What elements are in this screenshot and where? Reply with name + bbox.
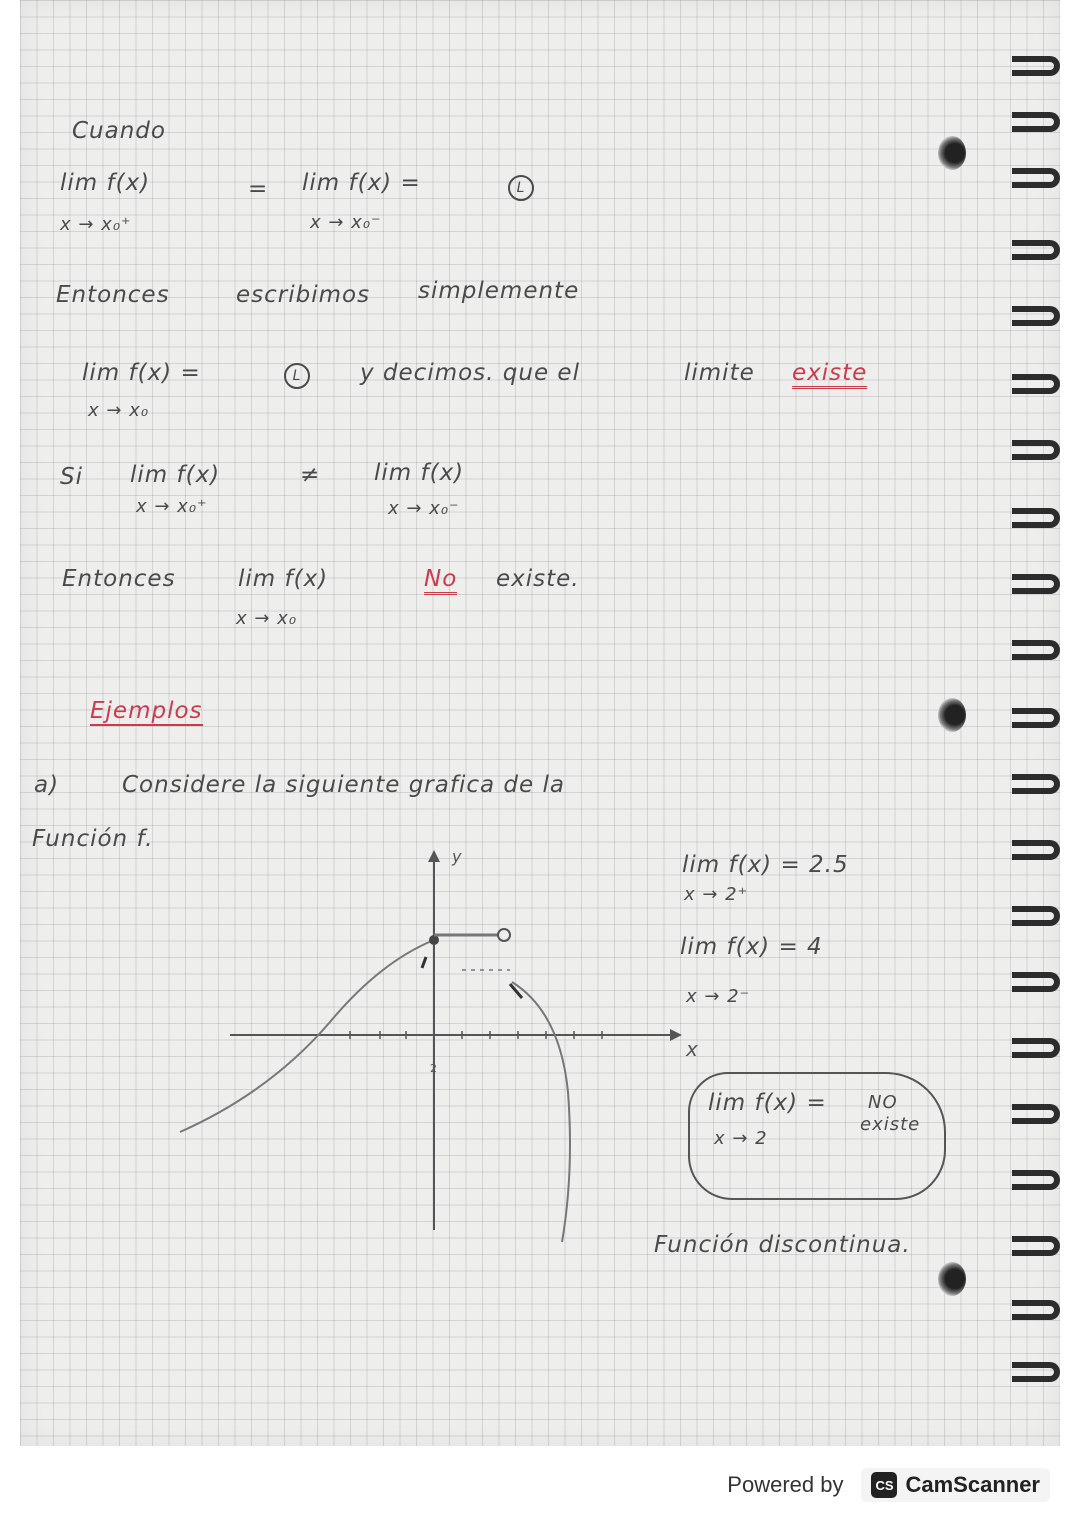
escribimos-word: escribimos xyxy=(236,282,371,308)
lim-left-expr: lim f(x) = xyxy=(302,170,421,196)
scanner-footer xyxy=(727,1468,1050,1502)
camscanner-brand: CamScanner xyxy=(905,1472,1040,1497)
lim-left-subscript-3: x → x₀⁻ xyxy=(388,498,460,519)
arrow-mark-left xyxy=(422,957,426,968)
spiral-coil-icon xyxy=(1012,906,1060,926)
lim-expr-4: lim f(x) xyxy=(238,566,329,592)
entonces-word-1: Entonces xyxy=(56,282,170,308)
spiral-coil-icon xyxy=(1012,708,1060,728)
ejemplos-heading: Ejemplos xyxy=(90,698,203,724)
spiral-coil-icon xyxy=(1012,1104,1060,1124)
spiral-coil-icon xyxy=(1012,168,1060,188)
cloud-callout xyxy=(688,1072,946,1200)
equals-sign: = xyxy=(248,176,269,202)
spiral-coil-icon xyxy=(1012,1362,1060,1382)
x-axis-arrow-icon xyxy=(670,1029,682,1041)
x-axis-label: x xyxy=(686,1037,698,1061)
lim-right-expr: lim f(x) xyxy=(60,170,151,196)
spiral-coil-icon xyxy=(1012,774,1060,794)
spiral-coil-icon xyxy=(1012,112,1060,132)
limite-word: limite xyxy=(684,360,755,386)
lim-subscript-2: x → x₀ xyxy=(88,400,150,421)
spiral-coil-icon xyxy=(1012,972,1060,992)
lim-left-subscript: x → x₀⁻ xyxy=(310,212,382,233)
cloud-existe-word: existe xyxy=(860,1114,921,1135)
spiral-coil-icon xyxy=(1012,240,1060,260)
discontinua-phrase: Función discontinua. xyxy=(654,1232,911,1258)
lim-left-expr-3: lim f(x) xyxy=(374,460,465,486)
arrow-mark-right xyxy=(510,984,522,998)
spiral-coil-icon xyxy=(1012,574,1060,594)
lim-right-subscript: x → x₀⁺ xyxy=(60,214,132,235)
spiral-coil-icon xyxy=(1012,56,1060,76)
left-limit-subscript: x → 2⁻ xyxy=(686,986,751,1007)
right-limit-expr: lim f(x) = 2.5 xyxy=(682,852,849,878)
existe-word-underlined: existe xyxy=(792,360,867,389)
item-a-label: a) xyxy=(34,772,60,798)
no-word-underlined: No xyxy=(424,566,457,595)
right-limit-subscript: x → 2⁺ xyxy=(684,884,749,905)
decimos-phrase: y decimos. que el xyxy=(360,360,580,386)
considere-phrase: Considere la siguiente grafica de la xyxy=(122,772,565,798)
lim-expr-2: lim f(x) = xyxy=(82,360,201,386)
entonces-word-2: Entonces xyxy=(62,566,176,592)
binder-hole-icon xyxy=(938,698,966,732)
funcion-f-text: Función f. xyxy=(32,826,154,852)
cuando-word: Cuando xyxy=(72,118,166,144)
lim-subscript-4: x → x₀ xyxy=(236,608,298,629)
left-limit-expr: lim f(x) = 4 xyxy=(680,934,823,960)
existe-word-2: existe. xyxy=(496,566,580,592)
simplemente-word: simplemente xyxy=(418,278,580,304)
circled-L-2: L xyxy=(284,360,310,389)
si-word: Si xyxy=(60,464,83,490)
binder-hole-icon xyxy=(938,136,966,170)
spiral-coil-icon xyxy=(1012,306,1060,326)
spiral-coil-icon xyxy=(1012,1170,1060,1190)
circled-L-1: L xyxy=(508,172,534,201)
cloud-no-word: NO xyxy=(868,1092,898,1113)
function-graph xyxy=(150,842,710,1262)
lim-right-subscript-3: x → x₀⁺ xyxy=(136,496,208,517)
y-axis-arrow-icon xyxy=(428,850,440,862)
lim-right-expr-3: lim f(x) xyxy=(130,462,221,488)
camscanner-logo-icon: CS xyxy=(871,1472,897,1498)
notebook-page xyxy=(20,0,1060,1446)
open-dot xyxy=(498,929,510,941)
spiral-coil-icon xyxy=(1012,1236,1060,1256)
spiral-coil-icon xyxy=(1012,1300,1060,1320)
powered-by-text: Powered by xyxy=(727,1472,844,1497)
tick-2-label: 2 xyxy=(430,1062,437,1075)
spiral-coil-icon xyxy=(1012,640,1060,660)
spiral-coil-icon xyxy=(1012,374,1060,394)
right-branch-curve xyxy=(512,982,570,1242)
spiral-coil-icon xyxy=(1012,508,1060,528)
spiral-coil-icon xyxy=(1012,440,1060,460)
spiral-coil-icon xyxy=(1012,1038,1060,1058)
cloud-lim-subscript: x → 2 xyxy=(714,1128,768,1149)
binder-hole-icon xyxy=(938,1262,966,1296)
y-axis-label: y xyxy=(452,847,462,866)
spiral-coil-icon xyxy=(1012,840,1060,860)
not-equal-sign: ≠ xyxy=(300,462,321,488)
cloud-lim-expr: lim f(x) = xyxy=(708,1090,827,1116)
camscanner-badge[interactable] xyxy=(861,1468,1050,1502)
